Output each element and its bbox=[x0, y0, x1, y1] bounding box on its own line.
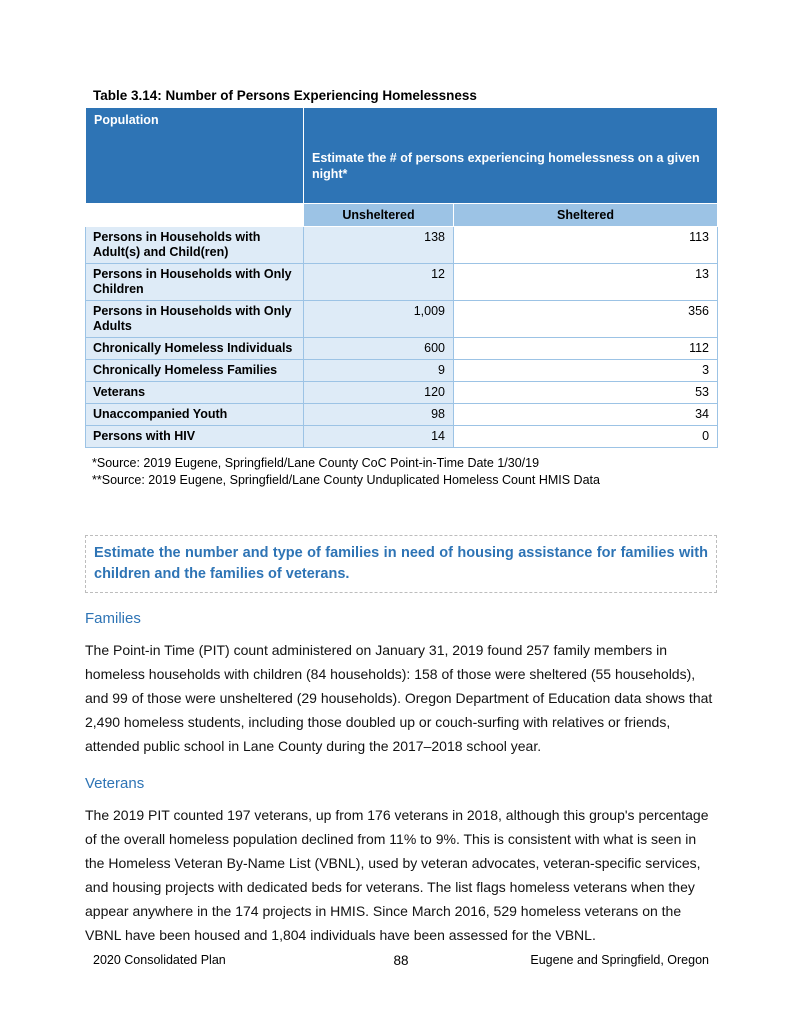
table-row bbox=[86, 404, 718, 426]
paragraph-veterans: The 2019 PIT counted 197 veterans, up from 176 veterans in 2018, although this group's percentage of the overall homeless population declined from 11% to 9%. This is consistent with what is seen in the Homeless Veteran By-Name List (VBNL), used by veteran advocates, veteran-specific services, and housing projects with dedicated beds for veterans. The list flags homeless veterans when they appear anywhere in the 174 projects in HMIS. Since March 2016, 529 homeless veterans on the VBNL have been housed and 1,804 individuals have been assessed for the VBNL. bbox=[85, 807, 709, 943]
row-label: Chronically Homeless Families bbox=[86, 360, 304, 382]
footnote-line: **Source: 2019 Eugene, Springfield/Lane County Unduplicated Homeless Count HMIS Data bbox=[92, 473, 600, 487]
row-unsheltered-value: 1,009 bbox=[304, 301, 454, 338]
subheader-spacer bbox=[86, 204, 304, 227]
section-heading-families: Families bbox=[85, 610, 141, 627]
row-sheltered-value: 0 bbox=[454, 426, 718, 448]
footnote-line: *Source: 2019 Eugene, Springfield/Lane County CoC Point-in-Time Date 1/30/19 bbox=[92, 456, 540, 470]
table-row bbox=[86, 426, 718, 448]
header-population: Population bbox=[86, 108, 304, 204]
row-unsheltered-value: 9 bbox=[304, 360, 454, 382]
row-unsheltered-value: 12 bbox=[304, 264, 454, 301]
row-unsheltered-value: 14 bbox=[304, 426, 454, 448]
column-header-sheltered: Sheltered bbox=[454, 204, 718, 227]
row-unsheltered-value: 98 bbox=[304, 404, 454, 426]
row-label: Chronically Homeless Individuals bbox=[86, 338, 304, 360]
header-estimate: Estimate the # of persons experiencing homelessness on a given night* bbox=[304, 108, 718, 204]
table-row bbox=[86, 301, 718, 338]
footer-document-title: 2020 Consolidated Plan bbox=[93, 953, 226, 967]
row-sheltered-value: 53 bbox=[454, 382, 718, 404]
row-unsheltered-value: 138 bbox=[304, 227, 454, 264]
row-label: Persons in Households with Adult(s) and Child(ren) bbox=[86, 227, 304, 264]
table-header-row bbox=[86, 108, 718, 204]
homelessness-table bbox=[85, 107, 718, 448]
row-sheltered-value: 13 bbox=[454, 264, 718, 301]
row-sheltered-value: 3 bbox=[454, 360, 718, 382]
row-unsheltered-value: 120 bbox=[304, 382, 454, 404]
row-label: Persons in Households with Only Children bbox=[86, 264, 304, 301]
row-label: Veterans bbox=[86, 382, 304, 404]
table-row bbox=[86, 264, 718, 301]
table-row bbox=[86, 338, 718, 360]
row-label: Persons with HIV bbox=[86, 426, 304, 448]
footer-page-number: 88 bbox=[393, 953, 409, 968]
table-title: Table 3.14: Number of Persons Experiencing Homelessness bbox=[93, 88, 477, 103]
row-unsheltered-value: 600 bbox=[304, 338, 454, 360]
row-sheltered-value: 113 bbox=[454, 227, 718, 264]
row-label: Unaccompanied Youth bbox=[86, 404, 304, 426]
row-sheltered-value: 112 bbox=[454, 338, 718, 360]
row-label: Persons in Households with Only Adults bbox=[86, 301, 304, 338]
table-row bbox=[86, 382, 718, 404]
table-row bbox=[86, 227, 718, 264]
question-heading: Estimate the number and type of families in need of housing assistance for families with children and the families of veterans. bbox=[85, 535, 717, 593]
table-row bbox=[86, 360, 718, 382]
row-sheltered-value: 34 bbox=[454, 404, 718, 426]
footer-location: Eugene and Springfield, Oregon bbox=[530, 953, 709, 967]
table-footnotes bbox=[85, 455, 717, 489]
paragraph-families: The Point-in Time (PIT) count administered on January 31, 2019 found 257 family members in homeless households with children (84 households): 158 of those were sheltered (55 households), and 99 of those were unsheltered (29 households). Oregon Department of Education data shows that 2,490 homeless students, including those doubled up or couch-surfing with relatives or friends, attended public school in Lane County during the 2017–2018 school year. bbox=[85, 642, 713, 754]
row-sheltered-value: 356 bbox=[454, 301, 718, 338]
page-content bbox=[85, 88, 717, 947]
table-subheader-row bbox=[86, 204, 718, 227]
column-header-unsheltered: Unsheltered bbox=[304, 204, 454, 227]
section-heading-veterans: Veterans bbox=[85, 775, 145, 792]
